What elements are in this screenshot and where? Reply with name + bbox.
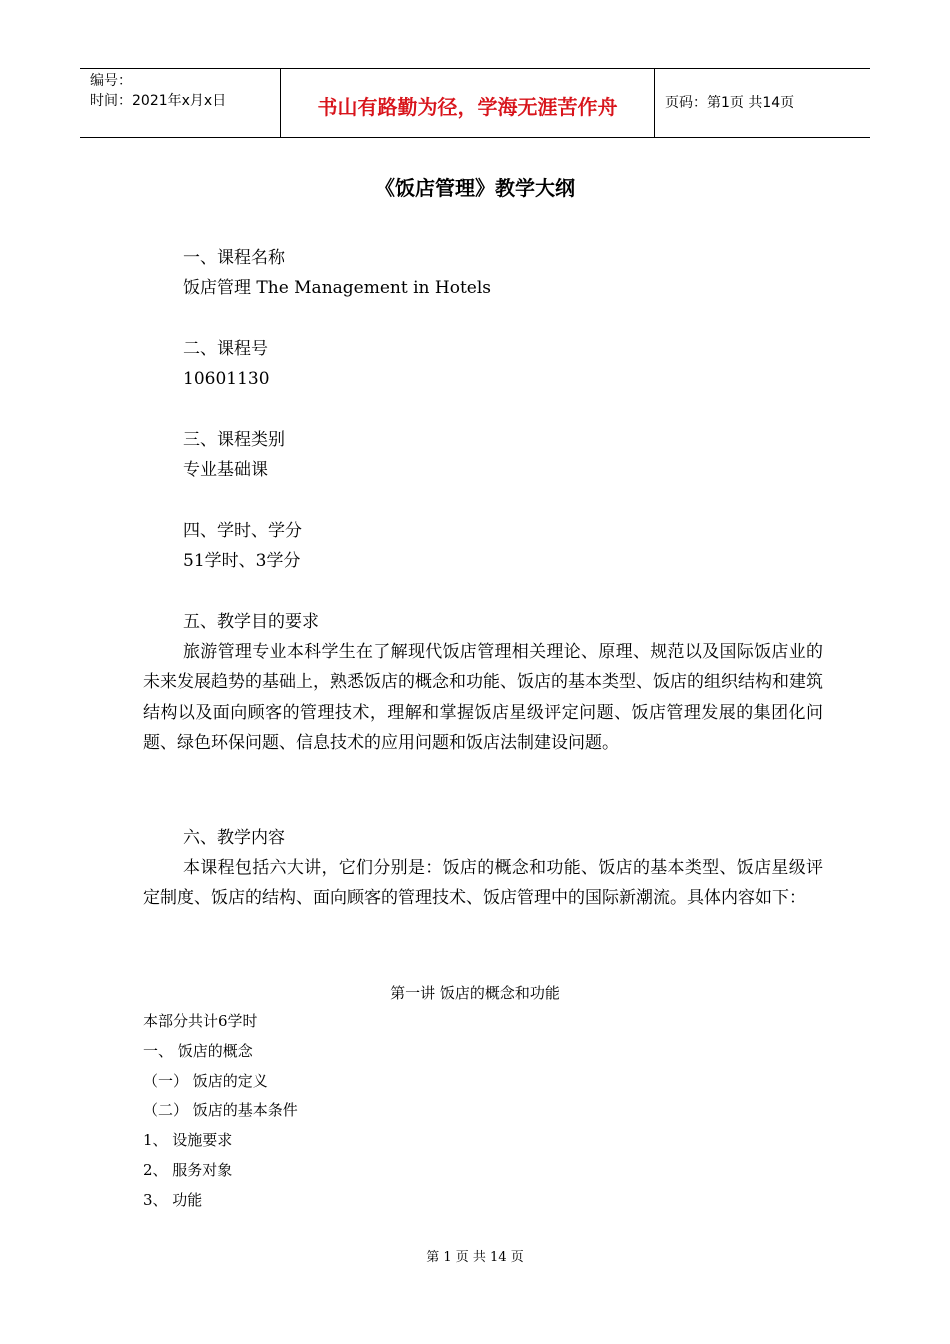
time-label: 时间：2021年x月x日	[90, 93, 227, 109]
lecture-1-item: 3、 功能	[143, 1191, 203, 1209]
section-6-body: 本课程包括六大讲，它们分别是：饭店的概念和功能、饭店的基本类型、饭店星级评定制度、饭店的结构、面向顾客的管理技术、饭店管理中的国际新潮流。具体内容如下：	[143, 858, 823, 909]
serial-label: 编号：	[90, 73, 132, 89]
section-4-heading: 四、学时、学分	[183, 521, 302, 541]
lecture-1-item: 2、 服务对象	[143, 1161, 233, 1179]
header-table	[80, 68, 870, 138]
page-label: 页码：第1页 共14页	[665, 95, 795, 111]
lecture-1-title: 第一讲 饭店的概念和功能	[390, 984, 560, 1002]
lecture-1-hours: 本部分共计6学时	[143, 1012, 258, 1030]
header-motto-cell	[281, 69, 655, 137]
section-4-body: 51学时、3学分	[183, 551, 301, 571]
lecture-1-item: 1、 设施要求	[143, 1131, 233, 1149]
section-1-heading: 一、课程名称	[183, 248, 285, 268]
motto: 书山有路勤为径，学海无涯苦作舟	[317, 95, 618, 119]
document-title: 《饭店管理》教学大纲	[375, 176, 575, 200]
section-6-heading: 六、教学内容	[183, 828, 285, 848]
lecture-1-item: （一） 饭店的定义	[143, 1072, 268, 1090]
section-5-body: 旅游管理专业本科学生在了解现代饭店管理相关理论、原理、规范以及国际饭店业的未来发展趋势的基础上，熟悉饭店的概念和功能、饭店的基本类型、饭店的组织结构和建筑结构以及面向顾客的管理技术，理解和掌握饭店星级评定问题、饭店管理发展的集团化问题、绿色环保问题、信息技术的应用问题和饭店法制建设问题。	[143, 642, 823, 753]
header-info-cell	[80, 69, 281, 137]
section-3-body: 专业基础课	[183, 460, 268, 480]
lecture-1-item: （二） 饭店的基本条件	[143, 1101, 298, 1119]
section-5-heading: 五、教学目的要求	[183, 612, 319, 632]
header-page-cell	[655, 69, 870, 137]
lecture-1-item: 一、 饭店的概念	[143, 1042, 253, 1060]
section-1-body: 饭店管理 The Management in Hotels	[183, 278, 491, 298]
section-2-body: 10601130	[183, 369, 270, 389]
page-footer: 第 1 页 共 14 页	[426, 1250, 524, 1265]
section-2-heading: 二、课程号	[183, 339, 268, 359]
section-3-heading: 三、课程类别	[183, 430, 285, 450]
